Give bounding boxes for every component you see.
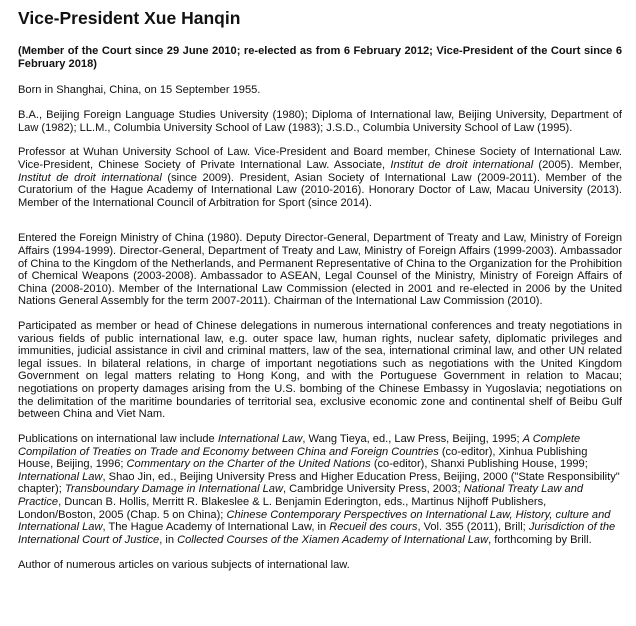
academic-text-c: (since 2009). President, Asian Society of International Law (2009-2011). Member of the Curatorium of the Hague Academy of International Law (2010-2016). Honorary Doctor of Law, Macau University (2013). Member of the International Council of Arbitration for Sport (since 2014). xyxy=(18,171,622,209)
career-paragraph: Entered the Foreign Ministry of China (1980). Deputy Director-General, Department of Treaty and Law, Ministry of Foreign Affairs (1994-1999). Director-General, Department of Treaty and Law, Ministry of Foreign Affairs (1999-2003). Ambassador of China to the Kingdom of the Netherlands, and Permanent Representative of China to the Organization for the Prohibition of Chemical Weapons (2003-2008). Ambassador to ASEAN, Legal Counsel of the Ministry, Ministry of Foreign Affairs of China (2008-2010). Member of the International Law Commission (elected in 2001 and re-elected in 2006 by the United Nations General Assembly for the term 2007-2011). Chairman of the International Law Commission (2010). xyxy=(18,232,622,308)
publication-title: Commentary on the Charter of the United Nations xyxy=(126,458,371,471)
publication-title: Collected Courses of the Xiamen Academy of International Law xyxy=(177,533,489,546)
publication-text: , Wang Tieya, ed., Law Press, Beijing, 1995; xyxy=(302,433,523,445)
publication-title: National Treaty Law and Practice xyxy=(18,483,584,508)
publication-title: International Law xyxy=(18,470,103,483)
publication-title: A Complete Compilation of Treaties on Trade and Economy between China and Foreign Countries xyxy=(18,433,581,458)
academic-italic-a: Institut de droit international xyxy=(390,158,534,171)
publication-title: Transboundary Damage in International Law xyxy=(64,483,283,496)
publication-text: Publications on international law include xyxy=(18,433,218,445)
publication-text: , The Hague Academy of International Law, in xyxy=(102,521,330,534)
publication-title: International Law xyxy=(217,433,303,445)
membership-subtitle: (Member of the Court since 29 June 2010; re-elected as from 6 February 2012; Vice-President of the Court since 6 February 2018) xyxy=(18,45,622,70)
publication-text: , Shao Jin, ed., Beijing University Press and Higher Education Press, Beijing, 2000 ("State Responsibility" chapter); xyxy=(18,470,620,496)
publication-text: (co-editor), Shanxi Publishing House, 1999; xyxy=(370,458,588,471)
publication-title: Jurisdiction of the International Court of Justice xyxy=(18,521,616,546)
education-paragraph: B.A., Beijing Foreign Language Studies University (1980); Diploma of International law, Beijing University, Department of Law (1982); LL.M., Columbia University School of Law (1983); J.S.D., Columbia University School of Law (1995). xyxy=(18,108,622,134)
academic-paragraph xyxy=(18,146,622,209)
academic-italic-b: Institut de droit international xyxy=(18,171,162,184)
publication-title: Recueil des cours xyxy=(329,521,418,534)
delegations-paragraph: Participated as member or head of Chinese delegations in numerous international conferences and treaty negotiations in various fields of public international law, e.g. outer space law, human rights, nuclear safety, diplomatic privileges and immunities, judicial assistance in civil and criminal matters, law of the sea, international criminal law, and other UN related legal issues. In bilateral relations, in charge of important negotiations such as negotiations with the United Kingdom Government on legal matters relating to Hong Kong, and with the Portuguese Government in relation to Macau; negotiations on property damages arising from the U.S. bombing of the Chinese Embassy in Yugoslavia; negotiations on the delimitation of the maritime boundaries of territorial sea, exclusive economic zone and continental shelf of Beibu Gulf between China and Viet Nam. xyxy=(18,320,622,421)
academic-text-a: Professor at Wuhan University School of Law. Vice-President and Board member, Chinese Society of International Law. Vice-President, Chinese Society of Private International Law. Associate, xyxy=(18,146,622,171)
publication-text: , Vol. 355 (2011), Brill; xyxy=(417,521,529,534)
author-paragraph: Author of numerous articles on various subjects of international law. xyxy=(18,558,350,571)
publication-text: , Cambridge University Press, 2003; xyxy=(282,483,464,496)
publication-text: , in xyxy=(159,533,178,546)
publications-paragraph xyxy=(18,433,622,546)
publication-text: , Duncan B. Hollis, Merritt R. Blakeslee & L. Benjamin Ederington, eds., Martinus Nijhoff Publishers, London/Boston, 2005 (Chap. 5 on China); xyxy=(18,495,547,521)
publication-text: , forthcoming by Brill. xyxy=(488,533,592,546)
page-title: Vice-President Xue Hanqin xyxy=(18,8,241,28)
academic-text-b: (2005). Member, xyxy=(533,158,622,171)
publication-title: Chinese Contemporary Perspectives on International Law, History, culture and International Law xyxy=(18,508,611,534)
birth-paragraph: Born in Shanghai, China, on 15 September 1955. xyxy=(18,84,261,97)
publication-text: (co-editor), Xinhua Publishing House, Beijing, 1996; xyxy=(18,445,588,471)
